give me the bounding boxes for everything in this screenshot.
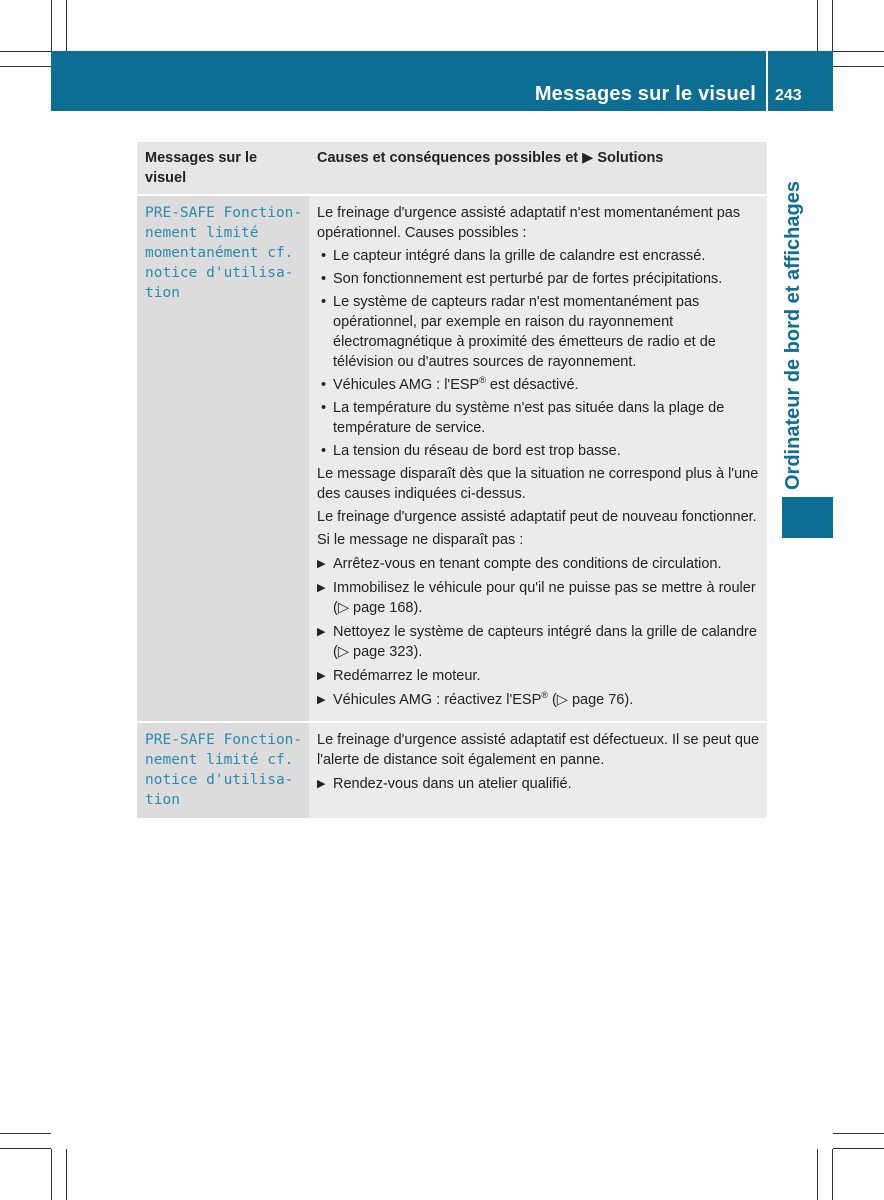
header-divider — [766, 51, 768, 111]
arrow-right-icon: ▶ — [317, 694, 326, 706]
display-message: PRE-SAFE Fonction- nement limité momentanément cf. notice d'utilisa- tion — [145, 205, 303, 301]
crop-mark — [817, 0, 818, 51]
causes-cell — [309, 196, 767, 721]
crop-mark — [66, 1149, 67, 1200]
crop-mark — [833, 1148, 884, 1149]
info-text: Si le message ne disparaît pas : — [317, 532, 524, 548]
bullet-icon: • — [321, 400, 327, 416]
table-row — [137, 196, 767, 721]
arrow-right-icon: ▶ — [317, 558, 326, 570]
solution-step: ▶ Nettoyez le système de capteurs intégré dans la grille de calandre (▷ page 323). — [317, 624, 757, 660]
causes-cell — [309, 721, 767, 818]
cause-item: • Véhicules AMG : l'ESP® est désactivé. — [321, 375, 579, 393]
bullet-icon: • — [321, 294, 327, 310]
intro-text: Le freinage d'urgence assisté adaptatif n'est momentanément pas opérationnel. Causes possibles : — [317, 205, 741, 241]
table-header-row — [137, 142, 767, 196]
arrow-right-icon: ▶ — [317, 582, 326, 594]
crop-mark — [833, 66, 884, 67]
crop-mark — [817, 1149, 818, 1200]
crop-mark — [0, 66, 51, 67]
crop-mark — [0, 1133, 51, 1134]
bullet-icon: • — [321, 248, 327, 264]
bullet-icon: • — [321, 377, 327, 393]
crop-mark — [833, 51, 884, 52]
arrow-right-icon: ▶ — [317, 778, 326, 790]
column-header-messages: Messages sur le visuel — [137, 142, 309, 196]
column-header-causes: Causes et conséquences possibles et ▶ Solutions — [309, 142, 767, 196]
bullet-icon: • — [321, 271, 327, 287]
info-text: Le freinage d'urgence assisté adaptatif peut de nouveau fonctionner. — [317, 509, 757, 525]
solution-step: ▶ Immobilisez le véhicule pour qu'il ne puisse pas se mettre à rouler (▷ page 168). — [317, 580, 756, 616]
crop-mark — [832, 0, 833, 51]
display-message: PRE-SAFE Fonction- nement limité cf. notice d'utilisa- tion — [145, 732, 303, 808]
section-label: Ordinateur de bord et affichages — [782, 181, 804, 490]
crop-mark — [0, 51, 51, 52]
table-row — [137, 721, 767, 818]
message-cell — [137, 196, 309, 721]
crop-mark — [833, 1133, 884, 1134]
bullet-icon: • — [321, 443, 327, 459]
section-tab-marker — [782, 497, 833, 538]
crop-mark — [832, 1149, 833, 1200]
crop-mark — [51, 0, 52, 51]
page-number: 243 — [775, 87, 802, 104]
arrow-right-icon: ▶ — [317, 670, 326, 682]
solution-step: ▶ Rendez-vous dans un atelier qualifié. — [317, 776, 572, 792]
intro-text: Le freinage d'urgence assisté adaptatif est défectueux. Il se peut que l'alerte de distance soit également en panne. — [317, 732, 760, 768]
message-cell — [137, 721, 309, 818]
cause-item: • Son fonctionnement est perturbé par de fortes précipitations. — [321, 271, 723, 287]
cause-item: • Le capteur intégré dans la grille de calandre est encrassé. — [321, 248, 706, 264]
arrow-right-icon: ▶ — [317, 626, 326, 638]
solution-step: ▶ Arrêtez-vous en tenant compte des conditions de circulation. — [317, 556, 722, 572]
solution-step: ▶ Redémarrez le moteur. — [317, 668, 481, 684]
cause-item: • La tension du réseau de bord est trop basse. — [321, 443, 621, 459]
cause-item: • Le système de capteurs radar n'est momentanément pas opérationnel, par exemple en raison du rayonnement électromagnétique à proximité des émetteurs de radio et de télévision ou d'autres sources de rayonnement. — [321, 294, 716, 370]
info-text: Le message disparaît dès que la situation ne correspond plus à l'une des causes indiquées ci-dessus. — [317, 466, 759, 502]
cause-item: • La température du système n'est pas située dans la plage de température de service. — [321, 400, 725, 436]
page-title: Messages sur le visuel — [534, 83, 756, 105]
message-table — [137, 142, 767, 818]
crop-mark — [66, 0, 67, 51]
crop-mark — [51, 1149, 52, 1200]
crop-mark — [0, 1148, 51, 1149]
solution-step: ▶ Véhicules AMG : réactivez l'ESP® (▷ page 76). — [317, 690, 634, 708]
